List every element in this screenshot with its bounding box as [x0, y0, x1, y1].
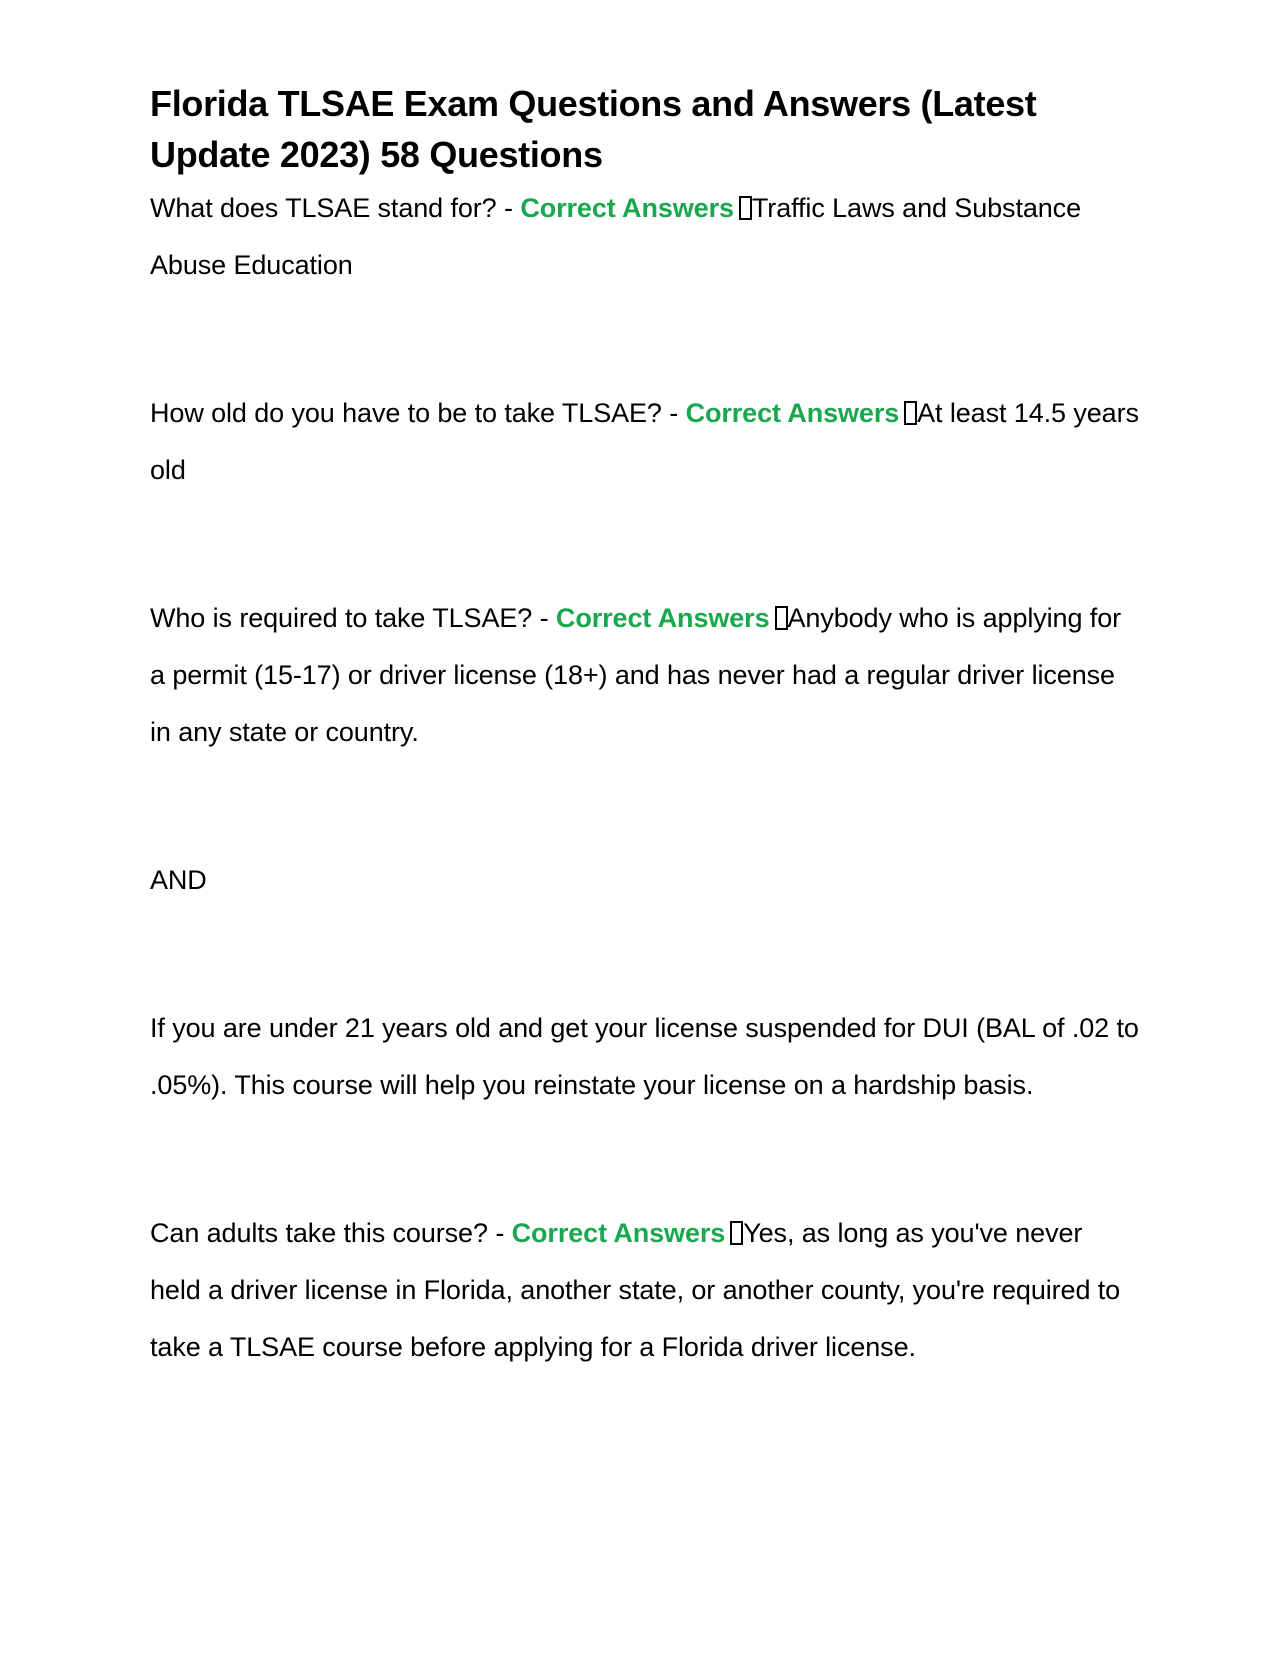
qa-entry-3	[150, 590, 1140, 761]
question-text: Who is required to take TLSAE?	[150, 603, 533, 633]
separator: -	[495, 1218, 505, 1248]
question-text: Can adults take this course?	[150, 1218, 488, 1248]
answer-text: Traffic Laws and Substance Abuse Education	[150, 193, 1081, 280]
separator: -	[539, 603, 549, 633]
qa-entry-4	[150, 1205, 1140, 1376]
missing-glyph-icon	[775, 606, 788, 630]
correct-answers-label: Correct Answers	[685, 398, 900, 428]
missing-glyph-icon	[739, 196, 752, 220]
document-title: Florida TLSAE Exam Questions and Answers (Latest Update 2023) 58 Questions	[150, 83, 1037, 175]
missing-glyph-icon	[904, 401, 917, 425]
separator: -	[504, 193, 513, 223]
paragraph-gap	[150, 499, 1140, 590]
continuation-dui: If you are under 21 years old and get your license suspended for DUI (BAL of .02 to .05%). This course will help you reinstate your license on a hardship basis.	[150, 1013, 1139, 1100]
paragraph-gap	[150, 294, 1140, 385]
paragraph-gap	[150, 761, 1140, 852]
paragraph-gap	[150, 909, 1140, 1000]
answer-text: Yes, as long as you've never held a driver license in Florida, another state, or another county, you're required to take a TLSAE course before applying for a Florida driver license.	[150, 1218, 1121, 1362]
correct-answers-label: Correct Answers	[511, 1218, 726, 1248]
qa-entry-1	[150, 180, 1140, 294]
correct-answers-label: Correct Answers	[520, 193, 734, 223]
question-text: What does TLSAE stand for?	[150, 193, 497, 223]
paragraph-gap	[150, 1114, 1140, 1205]
document-body	[150, 78, 1140, 1376]
qa-entry-2	[150, 385, 1140, 499]
missing-glyph-icon	[730, 1221, 743, 1245]
answer-text: At least 14.5 years old	[150, 398, 1139, 485]
separator: -	[669, 398, 679, 428]
question-text: How old do you have to be to take TLSAE?	[150, 398, 662, 428]
continuation-and: AND	[150, 865, 207, 895]
answer-text: Anybody who is applying for a permit (15-17) or driver license (18+) and has never had a regular driver license in any state or country.	[150, 603, 1121, 747]
correct-answers-label: Correct Answers	[555, 603, 770, 633]
